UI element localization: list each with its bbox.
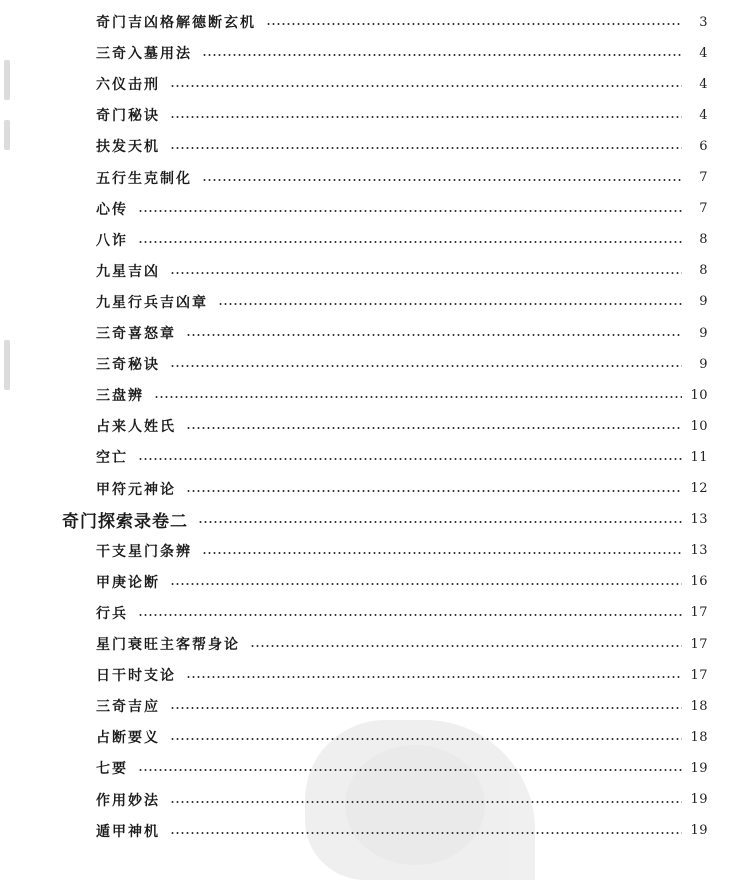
toc-entry-title: 作用妙法 bbox=[96, 792, 160, 809]
dot-leader bbox=[170, 116, 682, 118]
toc-page-number: 19 bbox=[690, 823, 708, 839]
toc-page-number: 13 bbox=[690, 543, 708, 559]
toc-entry-title: 八诈 bbox=[96, 232, 128, 249]
toc-row[interactable] bbox=[0, 383, 756, 407]
toc-entry-title: 七要 bbox=[96, 761, 128, 778]
toc-row[interactable] bbox=[0, 197, 756, 221]
toc-entry-title: 三奇喜怒章 bbox=[96, 326, 176, 342]
toc-entry-title: 三奇秘诀 bbox=[96, 357, 160, 374]
toc-row[interactable] bbox=[0, 290, 756, 314]
toc-row[interactable] bbox=[0, 819, 756, 843]
dot-leader bbox=[186, 334, 682, 336]
toc-entry-title: 六仪击刑 bbox=[96, 77, 160, 94]
toc-row[interactable] bbox=[0, 103, 756, 127]
dot-leader bbox=[186, 676, 682, 678]
dot-leader bbox=[170, 738, 682, 740]
toc-row[interactable] bbox=[0, 228, 756, 252]
dot-leader bbox=[202, 54, 682, 56]
toc-row[interactable] bbox=[0, 632, 756, 656]
toc-page-number: 16 bbox=[690, 574, 708, 590]
toc-row[interactable] bbox=[0, 41, 756, 65]
toc-page-number: 19 bbox=[690, 760, 708, 776]
toc-page-number: 7 bbox=[699, 170, 708, 185]
dot-leader bbox=[170, 147, 682, 149]
toc-page-number: 6 bbox=[699, 138, 708, 154]
toc-entry-title: 心传 bbox=[96, 201, 128, 218]
toc-page-number: 13 bbox=[690, 512, 708, 528]
toc-row[interactable] bbox=[0, 134, 756, 158]
toc-entry-title: 干支星门条辨 bbox=[96, 543, 192, 560]
toc-entry-title: 空亡 bbox=[96, 450, 128, 467]
toc-entry-title: 占来人姓氏 bbox=[96, 419, 176, 436]
toc-entry-title: 遁甲神机 bbox=[96, 823, 160, 840]
toc-entry-title: 九星行兵吉凶章 bbox=[96, 294, 208, 311]
toc-row[interactable] bbox=[0, 10, 756, 34]
toc-row[interactable] bbox=[0, 788, 756, 812]
toc-entry-title: 三奇吉应 bbox=[96, 699, 160, 716]
toc-row[interactable] bbox=[0, 352, 756, 376]
dot-leader bbox=[218, 303, 682, 305]
dot-leader bbox=[250, 645, 682, 647]
toc-page-number: 3 bbox=[699, 14, 708, 30]
toc-page-number: 12 bbox=[690, 481, 708, 496]
toc-page-number: 17 bbox=[690, 636, 708, 652]
dot-leader bbox=[138, 614, 682, 616]
dot-leader bbox=[202, 179, 682, 181]
toc-entry-title: 星门衰旺主客帮身论 bbox=[96, 637, 240, 653]
toc-row[interactable] bbox=[0, 321, 756, 345]
toc-page-number: 8 bbox=[699, 232, 708, 248]
toc-row[interactable] bbox=[0, 166, 756, 190]
toc-page-number: 4 bbox=[699, 45, 708, 61]
toc-page-number: 9 bbox=[699, 294, 708, 310]
toc-row[interactable] bbox=[0, 570, 756, 594]
toc-row[interactable] bbox=[0, 445, 756, 469]
toc-page-number: 11 bbox=[690, 449, 708, 465]
toc-page-number: 10 bbox=[690, 418, 708, 434]
toc-row[interactable] bbox=[0, 259, 756, 283]
toc-page-number: 19 bbox=[690, 792, 708, 807]
toc-entry-title: 奇门吉凶格解德断玄机 bbox=[96, 15, 256, 31]
toc-row[interactable] bbox=[0, 414, 756, 438]
dot-leader bbox=[170, 583, 682, 585]
toc-entry-title: 甲庚论断 bbox=[96, 574, 160, 591]
dot-leader bbox=[170, 365, 682, 367]
dot-leader bbox=[202, 552, 682, 554]
dot-leader bbox=[266, 23, 682, 25]
toc-entry-title: 奇门秘诀 bbox=[96, 108, 160, 125]
toc-entry-title: 行兵 bbox=[96, 605, 128, 622]
toc-row[interactable] bbox=[0, 601, 756, 625]
dot-leader bbox=[170, 801, 682, 803]
toc-chapter-row[interactable] bbox=[0, 508, 756, 532]
dot-leader bbox=[138, 769, 682, 771]
toc-page-number: 10 bbox=[690, 387, 708, 403]
dot-leader bbox=[154, 396, 682, 398]
dot-leader bbox=[170, 85, 682, 87]
toc-page-number: 9 bbox=[699, 325, 708, 341]
toc-page-number: 18 bbox=[690, 729, 708, 745]
toc-page-number: 8 bbox=[699, 263, 708, 279]
dot-leader bbox=[170, 707, 682, 709]
toc-row[interactable] bbox=[0, 756, 756, 780]
dot-leader bbox=[138, 210, 682, 212]
dot-leader bbox=[186, 490, 682, 492]
toc-page-number: 17 bbox=[690, 605, 708, 621]
toc-entry-title: 占断要义 bbox=[96, 730, 160, 747]
toc-row[interactable] bbox=[0, 725, 756, 749]
dot-leader bbox=[198, 521, 682, 523]
toc-row[interactable] bbox=[0, 539, 756, 563]
dot-leader bbox=[186, 427, 682, 429]
toc-page-number: 4 bbox=[699, 107, 708, 123]
toc-row[interactable] bbox=[0, 663, 756, 687]
toc-page-number: 18 bbox=[690, 698, 708, 714]
toc-entry-title: 奇门探索录卷二 bbox=[62, 512, 188, 533]
dot-leader bbox=[170, 272, 682, 274]
toc-row[interactable] bbox=[0, 477, 756, 501]
toc-entry-title: 九星吉凶 bbox=[96, 263, 160, 280]
toc-entry-title: 甲符元神论 bbox=[96, 481, 176, 498]
toc-page-number: 4 bbox=[699, 76, 708, 92]
toc-page-number: 17 bbox=[690, 667, 708, 683]
dot-leader bbox=[138, 241, 682, 243]
dot-leader bbox=[170, 832, 682, 834]
toc-row[interactable] bbox=[0, 694, 756, 718]
toc-entry-title: 三奇入墓用法 bbox=[96, 46, 192, 63]
toc-entry-title: 五行生克制化 bbox=[96, 170, 192, 187]
toc-entry-title: 扶发天机 bbox=[96, 139, 160, 156]
toc-entry-title: 三盘辨 bbox=[96, 388, 144, 405]
toc-page-number: 9 bbox=[699, 356, 708, 372]
dot-leader bbox=[138, 458, 682, 460]
toc-row[interactable] bbox=[0, 72, 756, 96]
toc-entry-title: 日干时支论 bbox=[96, 668, 176, 685]
toc-page-number: 7 bbox=[699, 201, 708, 217]
